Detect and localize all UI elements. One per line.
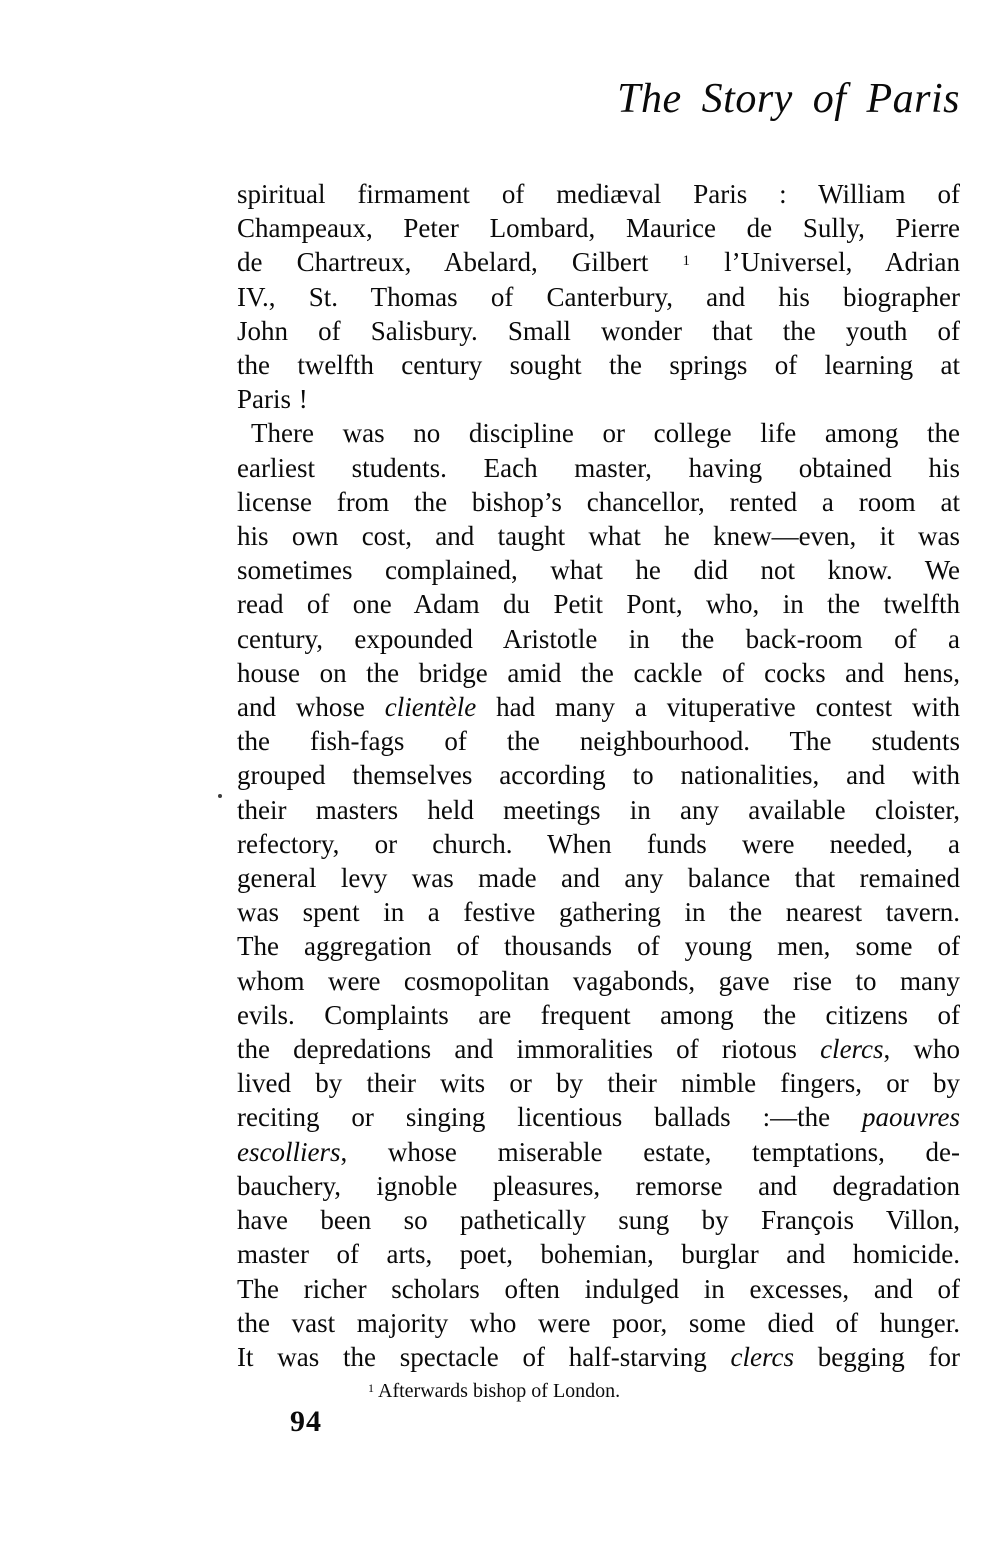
- text-line: [237, 861, 960, 895]
- text-line: [237, 827, 960, 861]
- text-line: [237, 724, 960, 758]
- text-segment: the fish-fags of the neighbourhood. The students: [237, 726, 960, 757]
- text-segment: lived by their wits or by their nimble fingers, or by: [237, 1068, 960, 1099]
- text-segment: bauchery, ignoble pleasures, remorse and degradation: [237, 1170, 960, 1201]
- text-segment: earliest students. Each master, having obtained his: [237, 452, 960, 483]
- text-segment: John of Salisbury. Small wonder that the youth of: [237, 315, 960, 346]
- text-segment: had many a vituperative contest with: [476, 692, 960, 723]
- text-segment: have been so pathetically sung by François Villon,: [237, 1205, 960, 1236]
- text-segment: his own cost, and taught what he knew—even, it was: [237, 521, 960, 552]
- text-segment: escolliers: [237, 1136, 341, 1167]
- text-segment: master of arts, poet, bohemian, burglar and homicide.: [237, 1239, 960, 1270]
- text-line: [237, 758, 960, 792]
- text-line: [237, 451, 960, 485]
- text-segment: clientèle: [384, 692, 477, 723]
- text-line: [237, 1169, 960, 1203]
- text-segment: The aggregation of thousands of young men, some of: [237, 931, 960, 962]
- text-line: [237, 656, 960, 690]
- text-line: [237, 1135, 960, 1169]
- footnote-reference: 1: [682, 252, 690, 269]
- text-segment: general levy was made and any balance that remained: [237, 863, 960, 894]
- text-segment: their masters held meetings in any available cloister,: [237, 794, 960, 825]
- text-line: [237, 280, 960, 314]
- text-line: [237, 416, 960, 450]
- text-line: [237, 519, 960, 553]
- text-segment: license from the bishop’s chancellor, rented a room at: [237, 486, 960, 517]
- page-number: 94: [290, 1405, 322, 1438]
- text-segment: IV., St. Thomas of Canterbury, and his biographer: [237, 281, 960, 312]
- text-line: [237, 314, 960, 348]
- running-head-title: The Story of Paris: [617, 76, 960, 122]
- text-segment: whom were cosmopolitan vagabonds, gave rise to many: [237, 965, 960, 996]
- text-line: [237, 1237, 960, 1271]
- text-line: [237, 1032, 960, 1066]
- footnote: [368, 1379, 620, 1403]
- text-segment: the twelfth century sought the springs of learning at: [237, 350, 960, 381]
- text-line: [237, 485, 960, 519]
- text-segment: , whose miserable estate, temptations, de-: [340, 1136, 960, 1167]
- scan-speck: [218, 794, 222, 798]
- text-line: [237, 348, 960, 382]
- text-segment: paouvres: [862, 1102, 960, 1133]
- text-line: [237, 929, 960, 963]
- text-segment: sometimes complained, what he did not know. We: [237, 555, 960, 586]
- text-line: [237, 1100, 960, 1134]
- text-segment: reciting or singing licentious ballads :—the: [237, 1102, 863, 1133]
- footnote-text: Afterwards bishop of London.: [378, 1380, 621, 1402]
- text-line: [237, 553, 960, 587]
- text-line: [237, 211, 960, 245]
- text-line: [237, 690, 960, 724]
- text-segment: Paris !: [237, 384, 308, 415]
- text-line: [237, 793, 960, 827]
- text-line: [237, 1066, 960, 1100]
- text-line: [237, 964, 960, 998]
- text-segment: the depredations and immoralities of riotous: [237, 1034, 821, 1065]
- text-line: [237, 245, 960, 279]
- text-segment: read of one Adam du Petit Pont, who, in the twelfth: [237, 589, 960, 620]
- text-segment: evils. Complaints are frequent among the citizens of: [237, 999, 960, 1030]
- text-segment: century, expounded Aristotle in the back-room of a: [237, 623, 960, 654]
- text-segment: There was no discipline or college life among the: [251, 418, 960, 449]
- text-segment: clercs: [820, 1034, 884, 1065]
- text-segment: the vast majority who were poor, some died of hunger.: [237, 1307, 960, 1338]
- body-text: [237, 177, 960, 1374]
- text-segment: grouped themselves according to nationalities, and with: [237, 760, 960, 791]
- text-line: [237, 382, 960, 416]
- text-segment: , who: [883, 1034, 960, 1065]
- text-segment: de Chartreux, Abelard, Gilbert: [237, 247, 683, 278]
- text-segment: begging for: [793, 1341, 961, 1372]
- text-line: [237, 1203, 960, 1237]
- text-line: [237, 622, 960, 656]
- text-line: [237, 587, 960, 621]
- text-segment: and whose: [237, 692, 385, 723]
- text-segment: clercs: [730, 1341, 794, 1372]
- text-segment: refectory, or church. When funds were needed, a: [237, 828, 960, 859]
- text-line: [237, 1272, 960, 1306]
- footnote-marker: 1: [368, 1380, 374, 1395]
- text-line: [237, 1306, 960, 1340]
- text-segment: was spent in a festive gathering in the nearest tavern.: [237, 897, 960, 928]
- text-segment: spiritual firmament of mediæval Paris : William of: [237, 179, 960, 209]
- text-segment: house on the bridge amid the cackle of cocks and hens,: [237, 657, 960, 688]
- text-segment: Champeaux, Peter Lombard, Maurice de Sully, Pierre: [237, 213, 960, 244]
- text-segment: It was the spectacle of half-starving: [237, 1341, 731, 1372]
- text-line: [237, 998, 960, 1032]
- text-segment: l’Universel, Adrian: [689, 247, 960, 278]
- text-line: [237, 1340, 960, 1374]
- text-segment: The richer scholars often indulged in excesses, and of: [237, 1273, 960, 1304]
- text-line: [237, 177, 960, 211]
- text-line: [237, 895, 960, 929]
